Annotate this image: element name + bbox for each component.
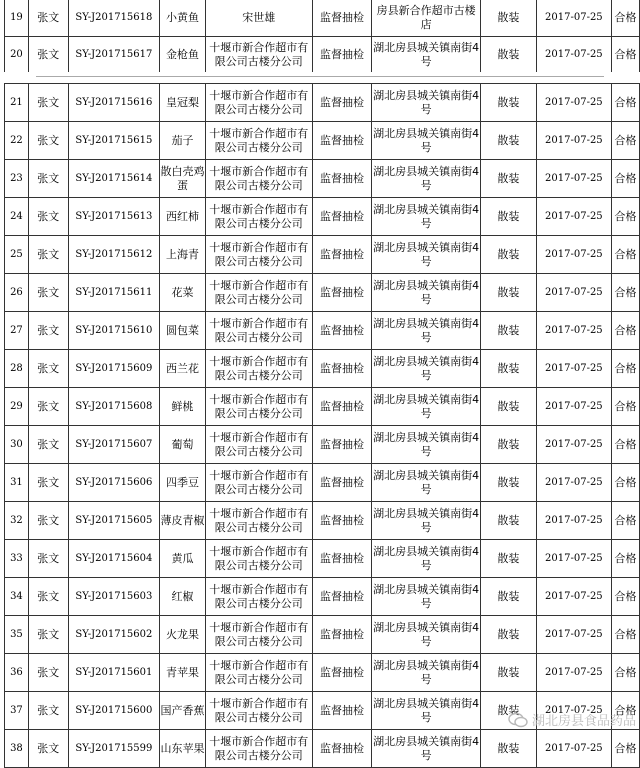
table-row [5, 502, 640, 540]
cell-result: 合格 [612, 274, 640, 312]
cell-date: 2017-07-25 [536, 160, 611, 198]
cell-company: 十堰市新合作超市有限公司古楼分公司 [205, 578, 312, 616]
cell-code: SY-J201715608 [68, 388, 160, 426]
cell-code: SY-J201715615 [68, 122, 160, 160]
inspection-table [4, 83, 640, 768]
cell-person: 张文 [28, 540, 68, 578]
cell-code: SY-J201715618 [68, 0, 160, 37]
cell-addr: 湖北房县城关镇南街4号 [372, 388, 481, 426]
cell-company: 十堰市新合作超市有限公司古楼分公司 [205, 540, 312, 578]
watermark-text: 湖北房县食品药品 [531, 714, 636, 729]
cell-addr: 湖北房县城关镇南街4号 [372, 692, 481, 730]
cell-company: 十堰市新合作超市有限公司古楼分公司 [205, 236, 312, 274]
cell-type: 监督抽检 [312, 426, 371, 464]
cell-addr: 湖北房县城关镇南街4号 [372, 236, 481, 274]
table-row [5, 578, 640, 616]
cell-name: 茄子 [160, 122, 206, 160]
cell-date: 2017-07-25 [536, 464, 611, 502]
cell-no: 24 [5, 198, 29, 236]
cell-no: 21 [5, 84, 29, 122]
cell-result: 合格 [612, 236, 640, 274]
cell-no: 31 [5, 464, 29, 502]
cell-name: 四季豆 [160, 464, 206, 502]
cell-pack: 散装 [481, 388, 537, 426]
cell-addr: 湖北房县城关镇南街4号 [372, 730, 481, 768]
cell-no: 27 [5, 312, 29, 350]
cell-no: 38 [5, 730, 29, 768]
cell-name: 火龙果 [160, 616, 206, 654]
cell-company: 十堰市新合作超市有限公司古楼分公司 [205, 388, 312, 426]
table-row [5, 84, 640, 122]
cell-no: 33 [5, 540, 29, 578]
cell-person: 张文 [28, 0, 68, 37]
cell-person: 张文 [28, 84, 68, 122]
cell-person: 张文 [28, 388, 68, 426]
cell-pack: 散装 [481, 730, 537, 768]
cell-type: 监督抽检 [312, 502, 371, 540]
table-row [5, 730, 640, 768]
cell-date: 2017-07-25 [536, 578, 611, 616]
cell-type: 监督抽检 [312, 388, 371, 426]
cell-pack: 散装 [481, 426, 537, 464]
cell-pack: 散装 [481, 578, 537, 616]
cell-code: SY-J201715617 [68, 37, 160, 73]
table-row [5, 37, 640, 73]
cell-addr: 湖北房县城关镇南街4号 [372, 502, 481, 540]
cell-pack: 散装 [481, 0, 537, 37]
cell-company: 十堰市新合作超市有限公司古楼分公司 [205, 84, 312, 122]
page-break [0, 72, 640, 82]
cell-no: 19 [5, 0, 29, 37]
cell-pack: 散装 [481, 160, 537, 198]
cell-company: 十堰市新合作超市有限公司古楼分公司 [205, 502, 312, 540]
cell-result: 合格 [612, 312, 640, 350]
cell-addr: 湖北房县城关镇南街4号 [372, 616, 481, 654]
cell-no: 37 [5, 692, 29, 730]
cell-pack: 散装 [481, 692, 537, 730]
cell-person: 张文 [28, 578, 68, 616]
cell-company: 十堰市新合作超市有限公司古楼分公司 [205, 198, 312, 236]
cell-type: 监督抽检 [312, 0, 371, 37]
cell-name: 花菜 [160, 274, 206, 312]
cell-no: 20 [5, 37, 29, 73]
cell-pack: 散装 [481, 654, 537, 692]
cell-code: SY-J201715609 [68, 350, 160, 388]
cell-name: 青苹果 [160, 654, 206, 692]
cell-date: 2017-07-25 [536, 654, 611, 692]
cell-addr: 湖北房县城关镇南街4号 [372, 426, 481, 464]
cell-company: 十堰市新合作超市有限公司古楼分公司 [205, 160, 312, 198]
cell-date: 2017-07-25 [536, 388, 611, 426]
cell-name: 山东苹果 [160, 730, 206, 768]
cell-addr: 湖北房县城关镇南街4号 [372, 540, 481, 578]
cell-code: SY-J201715605 [68, 502, 160, 540]
cell-person: 张文 [28, 160, 68, 198]
cell-date: 2017-07-25 [536, 198, 611, 236]
cell-type: 监督抽检 [312, 464, 371, 502]
cell-person: 张文 [28, 312, 68, 350]
cell-type: 监督抽检 [312, 122, 371, 160]
cell-company: 十堰市新合作超市有限公司古楼分公司 [205, 122, 312, 160]
cell-result: 合格 [612, 84, 640, 122]
table-row [5, 122, 640, 160]
cell-company: 十堰市新合作超市有限公司古楼分公司 [205, 274, 312, 312]
cell-person: 张文 [28, 236, 68, 274]
cell-result: 合格 [612, 464, 640, 502]
cell-result: 合格 [612, 350, 640, 388]
table-row [5, 0, 640, 37]
cell-name: 散白壳鸡蛋 [160, 160, 206, 198]
cell-addr: 湖北房县城关镇南街4号 [372, 654, 481, 692]
cell-no: 36 [5, 654, 29, 692]
cell-name: 黄瓜 [160, 540, 206, 578]
cell-type: 监督抽检 [312, 312, 371, 350]
cell-date: 2017-07-25 [536, 274, 611, 312]
cell-result: 合格 [612, 388, 640, 426]
cell-code: SY-J201715601 [68, 654, 160, 692]
cell-code: SY-J201715616 [68, 84, 160, 122]
cell-pack: 散装 [481, 350, 537, 388]
cell-no: 23 [5, 160, 29, 198]
cell-result: 合格 [612, 578, 640, 616]
cell-person: 张文 [28, 502, 68, 540]
table-row [5, 616, 640, 654]
cell-type: 监督抽检 [312, 236, 371, 274]
cell-result: 合格 [612, 198, 640, 236]
cell-company: 十堰市新合作超市有限公司古楼分公司 [205, 464, 312, 502]
cell-person: 张文 [28, 274, 68, 312]
cell-date: 2017-07-25 [536, 37, 611, 73]
cell-person: 张文 [28, 198, 68, 236]
cell-addr: 湖北房县城关镇南街4号 [372, 37, 481, 73]
cell-result: 合格 [612, 502, 640, 540]
cell-no: 34 [5, 578, 29, 616]
cell-type: 监督抽检 [312, 616, 371, 654]
cell-person: 张文 [28, 122, 68, 160]
cell-pack: 散装 [481, 198, 537, 236]
cell-name: 上海青 [160, 236, 206, 274]
cell-pack: 散装 [481, 37, 537, 73]
cell-date: 2017-07-25 [536, 426, 611, 464]
cell-company: 十堰市新合作超市有限公司古楼分公司 [205, 616, 312, 654]
cell-addr: 湖北房县城关镇南街4号 [372, 160, 481, 198]
cell-addr: 湖北房县城关镇南街4号 [372, 274, 481, 312]
cell-code: SY-J201715607 [68, 426, 160, 464]
cell-date: 2017-07-25 [536, 0, 611, 37]
cell-name: 西兰花 [160, 350, 206, 388]
cell-type: 监督抽检 [312, 540, 371, 578]
cell-type: 监督抽检 [312, 578, 371, 616]
cell-addr: 湖北房县城关镇南街4号 [372, 350, 481, 388]
cell-addr: 房县新合作超市古楼店 [372, 0, 481, 37]
cell-addr: 湖北房县城关镇南街4号 [372, 464, 481, 502]
table-row [5, 274, 640, 312]
cell-code: SY-J201715603 [68, 578, 160, 616]
cell-person: 张文 [28, 616, 68, 654]
cell-person: 张文 [28, 426, 68, 464]
table-row [5, 350, 640, 388]
table-row [5, 426, 640, 464]
cell-type: 监督抽检 [312, 198, 371, 236]
cell-company: 十堰市新合作超市有限公司古楼分公司 [205, 692, 312, 730]
cell-date: 2017-07-25 [536, 692, 611, 730]
cell-name: 薄皮青椒 [160, 502, 206, 540]
cell-type: 监督抽检 [312, 274, 371, 312]
cell-company: 十堰市新合作超市有限公司古楼分公司 [205, 730, 312, 768]
cell-result: 合格 [612, 730, 640, 768]
cell-company: 十堰市新合作超市有限公司古楼分公司 [205, 350, 312, 388]
cell-code: SY-J201715599 [68, 730, 160, 768]
cell-code: SY-J201715610 [68, 312, 160, 350]
cell-date: 2017-07-25 [536, 540, 611, 578]
cell-person: 张文 [28, 730, 68, 768]
table-row [5, 388, 640, 426]
cell-pack: 散装 [481, 84, 537, 122]
cell-addr: 湖北房县城关镇南街4号 [372, 578, 481, 616]
cell-company: 宋世雄 [205, 0, 312, 37]
cell-type: 监督抽检 [312, 160, 371, 198]
cell-no: 29 [5, 388, 29, 426]
cell-code: SY-J201715612 [68, 236, 160, 274]
cell-company: 十堰市新合作超市有限公司古楼分公司 [205, 654, 312, 692]
table-row [5, 198, 640, 236]
cell-date: 2017-07-25 [536, 502, 611, 540]
cell-pack: 散装 [481, 274, 537, 312]
cell-result: 合格 [612, 37, 640, 73]
cell-no: 22 [5, 122, 29, 160]
cell-date: 2017-07-25 [536, 616, 611, 654]
cell-person: 张文 [28, 350, 68, 388]
watermark [508, 710, 636, 729]
cell-person: 张文 [28, 37, 68, 73]
cell-code: SY-J201715602 [68, 616, 160, 654]
cell-pack: 散装 [481, 464, 537, 502]
cell-result: 合格 [612, 540, 640, 578]
inspection-table-top [4, 0, 640, 73]
page-break-line [36, 76, 604, 77]
cell-type: 监督抽检 [312, 654, 371, 692]
cell-type: 监督抽检 [312, 692, 371, 730]
cell-result: 合格 [612, 0, 640, 37]
cell-addr: 湖北房县城关镇南街4号 [372, 312, 481, 350]
cell-date: 2017-07-25 [536, 84, 611, 122]
cell-name: 金枪鱼 [160, 37, 206, 73]
cell-type: 监督抽检 [312, 730, 371, 768]
cell-code: SY-J201715600 [68, 692, 160, 730]
cell-date: 2017-07-25 [536, 730, 611, 768]
table-row [5, 312, 640, 350]
cell-name: 皇冠梨 [160, 84, 206, 122]
cell-code: SY-J201715604 [68, 540, 160, 578]
cell-name: 小黄鱼 [160, 0, 206, 37]
cell-result: 合格 [612, 122, 640, 160]
cell-person: 张文 [28, 654, 68, 692]
cell-date: 2017-07-25 [536, 236, 611, 274]
cell-name: 红椒 [160, 578, 206, 616]
cell-type: 监督抽检 [312, 350, 371, 388]
cell-no: 30 [5, 426, 29, 464]
table-row [5, 654, 640, 692]
cell-result: 合格 [612, 426, 640, 464]
cell-code: SY-J201715614 [68, 160, 160, 198]
cell-name: 国产香蕉 [160, 692, 206, 730]
cell-type: 监督抽检 [312, 37, 371, 73]
cell-addr: 湖北房县城关镇南街4号 [372, 84, 481, 122]
cell-no: 35 [5, 616, 29, 654]
wechat-icon [508, 712, 528, 728]
cell-name: 圆包菜 [160, 312, 206, 350]
cell-result: 合格 [612, 616, 640, 654]
cell-company: 十堰市新合作超市有限公司古楼分公司 [205, 312, 312, 350]
cell-name: 鲜桃 [160, 388, 206, 426]
cell-result: 合格 [612, 654, 640, 692]
cell-pack: 散装 [481, 616, 537, 654]
cell-code: SY-J201715611 [68, 274, 160, 312]
cell-name: 西红柿 [160, 198, 206, 236]
cell-pack: 散装 [481, 236, 537, 274]
cell-name: 葡萄 [160, 426, 206, 464]
cell-no: 32 [5, 502, 29, 540]
cell-date: 2017-07-25 [536, 350, 611, 388]
cell-code: SY-J201715613 [68, 198, 160, 236]
cell-company: 十堰市新合作超市有限公司古楼分公司 [205, 37, 312, 73]
table-row [5, 160, 640, 198]
cell-no: 25 [5, 236, 29, 274]
cell-result: 合格 [612, 160, 640, 198]
cell-type: 监督抽检 [312, 84, 371, 122]
table-row [5, 236, 640, 274]
cell-date: 2017-07-25 [536, 122, 611, 160]
cell-pack: 散装 [481, 540, 537, 578]
cell-company: 十堰市新合作超市有限公司古楼分公司 [205, 426, 312, 464]
cell-code: SY-J201715606 [68, 464, 160, 502]
cell-pack: 散装 [481, 502, 537, 540]
cell-pack: 散装 [481, 122, 537, 160]
cell-pack: 散装 [481, 312, 537, 350]
cell-no: 28 [5, 350, 29, 388]
cell-result: 合格 [612, 692, 640, 730]
cell-date: 2017-07-25 [536, 312, 611, 350]
cell-addr: 湖北房县城关镇南街4号 [372, 122, 481, 160]
cell-addr: 湖北房县城关镇南街4号 [372, 198, 481, 236]
table-row [5, 540, 640, 578]
cell-person: 张文 [28, 692, 68, 730]
cell-person: 张文 [28, 464, 68, 502]
table-row [5, 464, 640, 502]
cell-no: 26 [5, 274, 29, 312]
